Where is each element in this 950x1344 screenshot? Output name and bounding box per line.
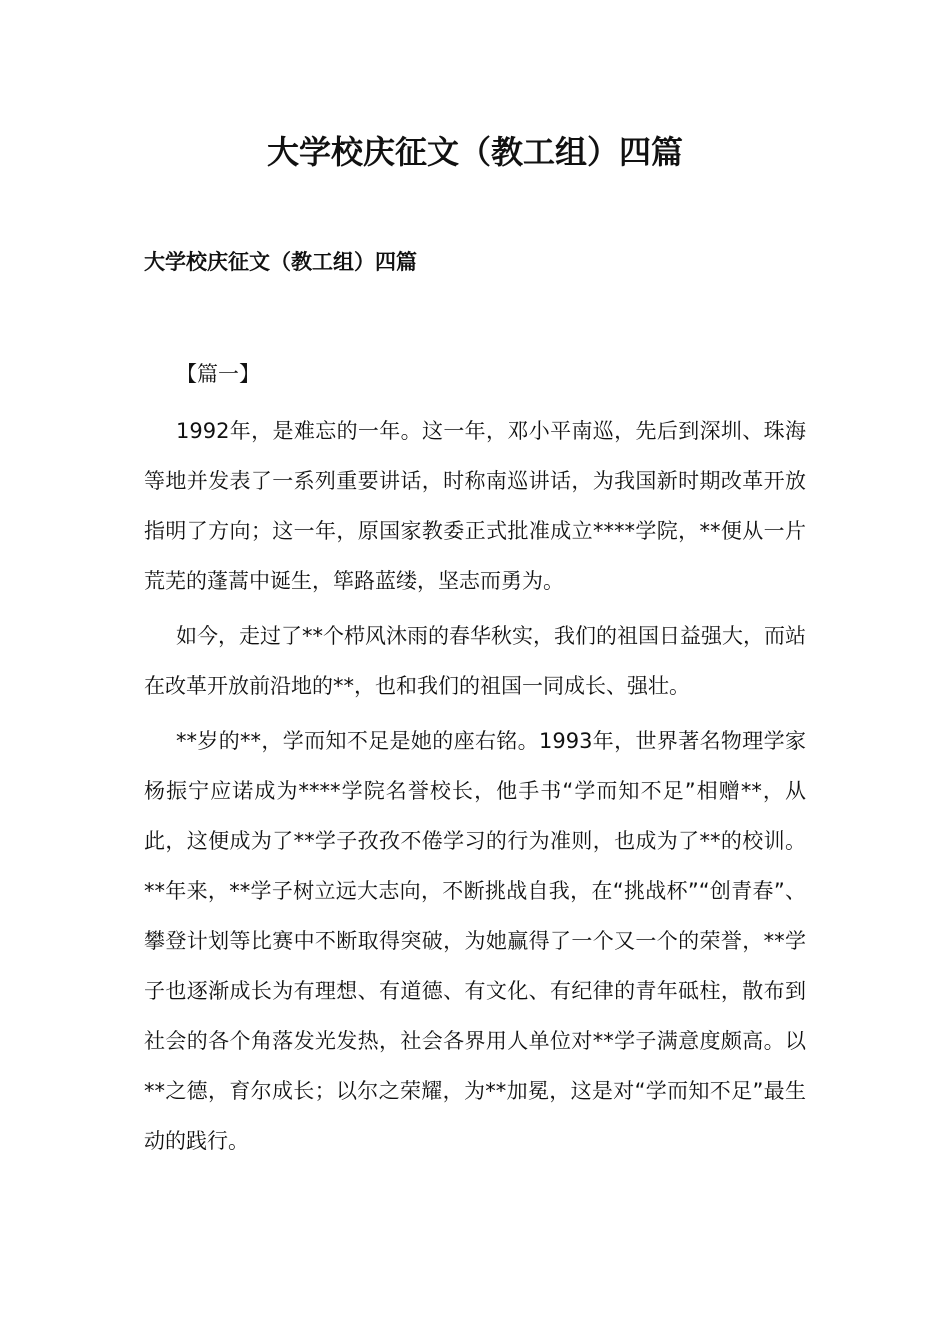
section-label: 【篇一】 bbox=[176, 362, 260, 386]
document-title: 大学校庆征文（教工组）四篇 bbox=[266, 133, 683, 171]
paragraph-3: **岁的**，学而知不足是她的座右铭。1993年，世界著名物理学家杨振宁应诺成为****学院名誉校长，他手书“学而知不足”相赠**，从此，这便成为了**学子孜孜不倦学习的行为准则，也成为了**的校训。**年来，**学子树立远大志向，不断挑战自我，在“挑战杯”“创青春”、攀登计划等比赛中不断取得突破，为她赢得了一个又一个的荣誉，**学子也逐渐成长为有理想、有道德、有文化、有纪律的青年砥柱，散布到社会的各个角落发光发热，社会各界用人单位对**学子满意度颇高。以**之德，育尔成长；以尔之荣耀，为**加冕，这是对“学而知不足”最生动的践行。 bbox=[144, 729, 806, 1153]
paragraph-2: 如今，走过了**个栉风沐雨的春华秋实，我们的祖国日益强大，而站在改革开放前沿地的**，也和我们的祖国一同成长、强壮。 bbox=[144, 624, 806, 698]
document-subtitle: 大学校庆征文（教工组）四篇 bbox=[144, 250, 417, 274]
paragraph-1: 1992年，是难忘的一年。这一年，邓小平南巡，先后到深圳、珠海等地并发表了一系列重要讲话，时称南巡讲话，为我国新时期改革开放指明了方向；这一年，原国家教委正式批准成立****学院，**便从一片荒芜的蓬蒿中诞生，筚路蓝缕，坚志而勇为。 bbox=[144, 419, 806, 593]
